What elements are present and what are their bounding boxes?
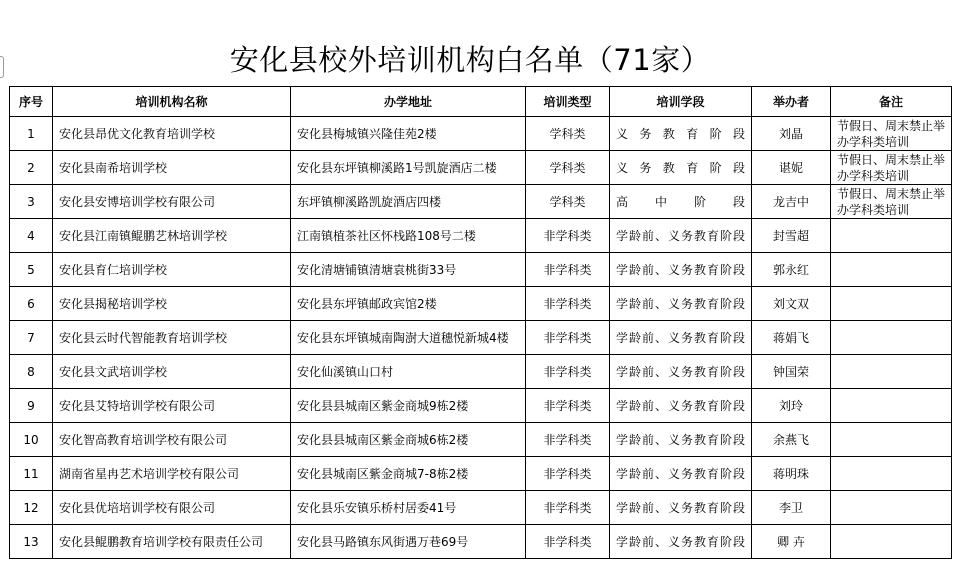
cell-training-stage: 学龄前、义务教育阶段	[610, 219, 752, 253]
cell-training-stage: 学龄前、义务教育阶段	[610, 253, 752, 287]
cell-institution-name: 安化智高教育培训学校有限公司	[53, 423, 291, 457]
table-row	[10, 151, 952, 185]
cell-institution-name: 安化县文武培训学校	[53, 355, 291, 389]
cell-organizer: 蒋娟飞	[752, 321, 831, 355]
cell-institution-name: 安化县南希培训学校	[53, 151, 291, 185]
cell-address: 安化县梅城镇兴隆佳苑2楼	[291, 117, 526, 151]
cell-training-type: 非学科类	[526, 389, 610, 423]
cell-training-stage: 学龄前、义务教育阶段	[610, 423, 752, 457]
cell-address: 安化县马路镇东风街遇万巷69号	[291, 525, 526, 559]
cell-institution-name: 安化县揭秘培训学校	[53, 287, 291, 321]
cell-training-type: 非学科类	[526, 321, 610, 355]
cell-training-stage: 义务教育阶段	[610, 151, 752, 185]
cell-address: 安化县东坪镇邮政宾馆2楼	[291, 287, 526, 321]
cell-training-stage: 学龄前、义务教育阶段	[610, 355, 752, 389]
cell-training-type: 非学科类	[526, 355, 610, 389]
cell-organizer: 龙吉中	[752, 185, 831, 219]
cell-organizer: 李卫	[752, 491, 831, 525]
cell-address: 安化仙溪镇山口村	[291, 355, 526, 389]
cell-training-stage: 学龄前、义务教育阶段	[610, 491, 752, 525]
cell-address: 安化县乐安镇乐桥村居委41号	[291, 491, 526, 525]
cell-organizer: 刘晶	[752, 117, 831, 151]
cell-index: 7	[10, 321, 53, 355]
cell-organizer: 刘文双	[752, 287, 831, 321]
cell-institution-name: 安化县艾特培训学校有限公司	[53, 389, 291, 423]
cell-index: 10	[10, 423, 53, 457]
page-title: 安化县校外培训机构白名单（71家）	[229, 43, 711, 77]
cell-index: 12	[10, 491, 53, 525]
cell-training-type: 非学科类	[526, 423, 610, 457]
cell-address: 江南镇植茶社区怀栈路108号二楼	[291, 219, 526, 253]
cell-address: 东坪镇柳溪路凯旋酒店四楼	[291, 185, 526, 219]
cell-note	[831, 219, 952, 253]
cell-note	[831, 287, 952, 321]
cell-institution-name: 安化县优培培训学校有限公司	[53, 491, 291, 525]
column-header-organizer: 举办者	[752, 87, 831, 117]
column-header-type: 培训类型	[526, 87, 610, 117]
cell-address: 安化清塘铺镇清塘袁桃街33号	[291, 253, 526, 287]
cell-training-type: 学科类	[526, 117, 610, 151]
cell-address: 安化县东坪镇柳溪路1号凯旋酒店二楼	[291, 151, 526, 185]
cell-training-type: 非学科类	[526, 491, 610, 525]
table-row	[10, 389, 952, 423]
cell-organizer: 郭永红	[752, 253, 831, 287]
cell-note	[831, 491, 952, 525]
cell-index: 3	[10, 185, 53, 219]
cell-training-type: 学科类	[526, 185, 610, 219]
cell-address: 安化县东坪镇城南陶澍大道穗悦新城4楼	[291, 321, 526, 355]
cell-training-stage: 学龄前、义务教育阶段	[610, 389, 752, 423]
cell-note	[831, 253, 952, 287]
table-row	[10, 117, 952, 151]
cell-institution-name: 安化县安博培训学校有限公司	[53, 185, 291, 219]
cell-institution-name: 安化县江南镇鲲鹏艺林培训学校	[53, 219, 291, 253]
column-header-index: 序号	[10, 87, 53, 117]
cell-training-stage: 学龄前、义务教育阶段	[610, 287, 752, 321]
cell-institution-name: 安化县云时代智能教育培训学校	[53, 321, 291, 355]
cell-note	[831, 525, 952, 559]
table-row	[10, 321, 952, 355]
cell-organizer: 蒋明珠	[752, 457, 831, 491]
column-header-address: 办学地址	[291, 87, 526, 117]
cell-organizer: 谌妮	[752, 151, 831, 185]
cell-note	[831, 355, 952, 389]
cell-training-type: 非学科类	[526, 525, 610, 559]
cell-address: 安化县县城南区紫金商城9栋2楼	[291, 389, 526, 423]
table-row	[10, 219, 952, 253]
table-row	[10, 287, 952, 321]
cell-note	[831, 389, 952, 423]
cell-organizer: 卿 卉	[752, 525, 831, 559]
cell-institution-name: 安化县昂优文化教育培训学校	[53, 117, 291, 151]
column-header-note: 备注	[831, 87, 952, 117]
cell-training-stage: 学龄前、义务教育阶段	[610, 457, 752, 491]
cell-organizer: 钟国荣	[752, 355, 831, 389]
cell-address: 安化县城南区紫金商城7-8栋2楼	[291, 457, 526, 491]
cell-training-stage: 学龄前、义务教育阶段	[610, 321, 752, 355]
whitelist-table	[9, 86, 952, 559]
cell-organizer: 余燕飞	[752, 423, 831, 457]
cell-note: 节假日、周末禁止举办学科类培训	[831, 151, 952, 185]
cell-index: 11	[10, 457, 53, 491]
cell-training-stage: 高中阶段	[610, 185, 752, 219]
cell-training-type: 非学科类	[526, 457, 610, 491]
cell-training-stage: 义务教育阶段	[610, 117, 752, 151]
cell-address: 安化县县城南区紫金商城6栋2楼	[291, 423, 526, 457]
cell-index: 8	[10, 355, 53, 389]
cell-index: 1	[10, 117, 53, 151]
cell-index: 5	[10, 253, 53, 287]
cell-note: 节假日、周末禁止举办学科类培训	[831, 117, 952, 151]
table-row	[10, 457, 952, 491]
cell-training-stage: 学龄前、义务教育阶段	[610, 525, 752, 559]
table-header-row	[10, 87, 952, 117]
table-row	[10, 525, 952, 559]
cell-training-type: 非学科类	[526, 219, 610, 253]
cell-index: 4	[10, 219, 53, 253]
table-row	[10, 253, 952, 287]
cell-index: 6	[10, 287, 53, 321]
table-row	[10, 355, 952, 389]
cell-note: 节假日、周末禁止举办学科类培训	[831, 185, 952, 219]
cell-institution-name: 安化县鲲鹏教育培训学校有限责任公司	[53, 525, 291, 559]
column-header-name: 培训机构名称	[53, 87, 291, 117]
cell-institution-name: 安化县育仁培训学校	[53, 253, 291, 287]
cell-institution-name: 湖南省星冉艺术培训学校有限公司	[53, 457, 291, 491]
cell-index: 2	[10, 151, 53, 185]
table-row	[10, 423, 952, 457]
table-body	[10, 117, 952, 559]
cell-training-type: 非学科类	[526, 287, 610, 321]
column-header-stage: 培训学段	[610, 87, 752, 117]
cell-training-type: 非学科类	[526, 253, 610, 287]
cell-index: 9	[10, 389, 53, 423]
cell-organizer: 封雪超	[752, 219, 831, 253]
cell-note	[831, 423, 952, 457]
cell-index: 13	[10, 525, 53, 559]
table-row	[10, 491, 952, 525]
cell-note	[831, 321, 952, 355]
cell-organizer: 刘玲	[752, 389, 831, 423]
cell-note	[831, 457, 952, 491]
cell-training-type: 学科类	[526, 151, 610, 185]
table-row	[10, 185, 952, 219]
